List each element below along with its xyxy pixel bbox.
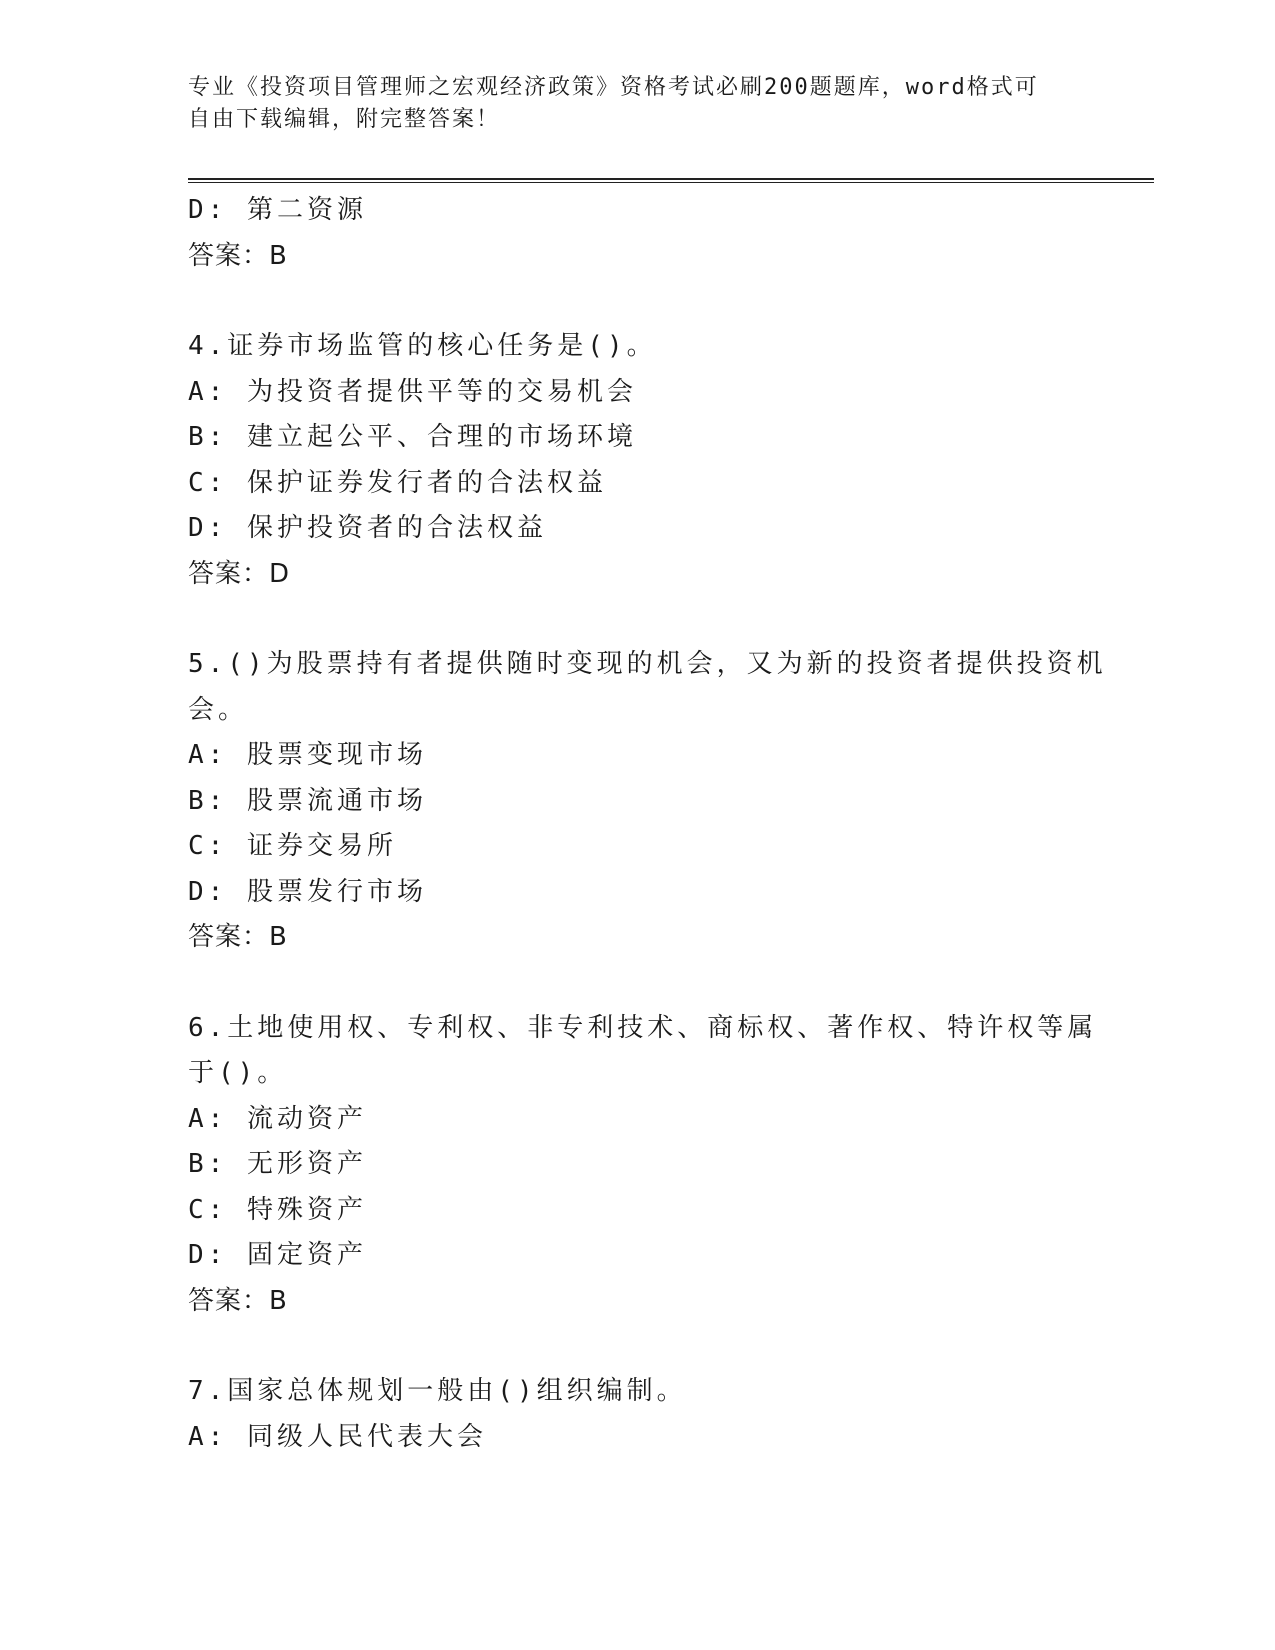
option-a: A: 同级人民代表大会 <box>188 1421 487 1452</box>
spacer <box>188 1324 1068 1369</box>
question-4 <box>188 324 1068 597</box>
option-d: D: 固定资产 <box>188 1240 367 1270</box>
option-d: D: 第二资源 <box>188 195 367 225</box>
answer-line: 答案：B <box>188 1285 288 1316</box>
question-5 <box>188 642 1107 961</box>
question-text-line-1: 6.土地使用权、专利权、非专利技术、商标权、著作权、特许权等属 <box>188 1012 1098 1043</box>
spacer <box>188 597 1068 642</box>
answer-line: 答案：D <box>188 558 291 589</box>
question-6 <box>188 1006 1098 1325</box>
question-text-line-2: 于()。 <box>188 1058 288 1088</box>
header-line-2: 自由下载编辑，附完整答案！ <box>188 107 501 132</box>
question-text: 7.国家总体规划一般由()组织编制。 <box>188 1376 687 1406</box>
option-d: D: 股票发行市场 <box>188 876 427 907</box>
option-d: D: 保护投资者的合法权益 <box>188 513 547 543</box>
option-a: A: 股票变现市场 <box>188 740 427 770</box>
question-3-tail <box>188 188 1068 279</box>
option-c: C: 证券交易所 <box>188 831 397 861</box>
answer-line: 答案：B <box>188 240 288 271</box>
document-header <box>188 72 1068 136</box>
answer-line: 答案：B <box>188 922 288 952</box>
question-7 <box>188 1369 1068 1460</box>
spacer <box>188 279 1068 324</box>
option-a: A: 为投资者提供平等的交易机会 <box>188 376 637 407</box>
option-b: B: 建立起公平、合理的市场环境 <box>188 422 637 452</box>
option-a: A: 流动资产 <box>188 1103 367 1134</box>
question-text-line-1: 5.()为股票持有者提供随时变现的机会，又为新的投资者提供投资机 <box>188 649 1107 679</box>
question-text-line-2: 会。 <box>188 694 249 725</box>
option-b: B: 无形资产 <box>188 1149 367 1179</box>
document-body <box>188 188 1107 1460</box>
spacer <box>188 961 1068 1006</box>
option-c: C: 特殊资产 <box>188 1194 367 1225</box>
option-b: B: 股票流通市场 <box>188 785 427 816</box>
header-divider <box>188 178 1154 183</box>
question-text: 4.证券市场监管的核心任务是()。 <box>188 331 657 361</box>
option-c: C: 保护证券发行者的合法权益 <box>188 467 607 498</box>
header-line-1: 专业《投资项目管理师之宏观经济政策》资格考试必刷200题题库，word格式可 <box>188 75 1039 100</box>
